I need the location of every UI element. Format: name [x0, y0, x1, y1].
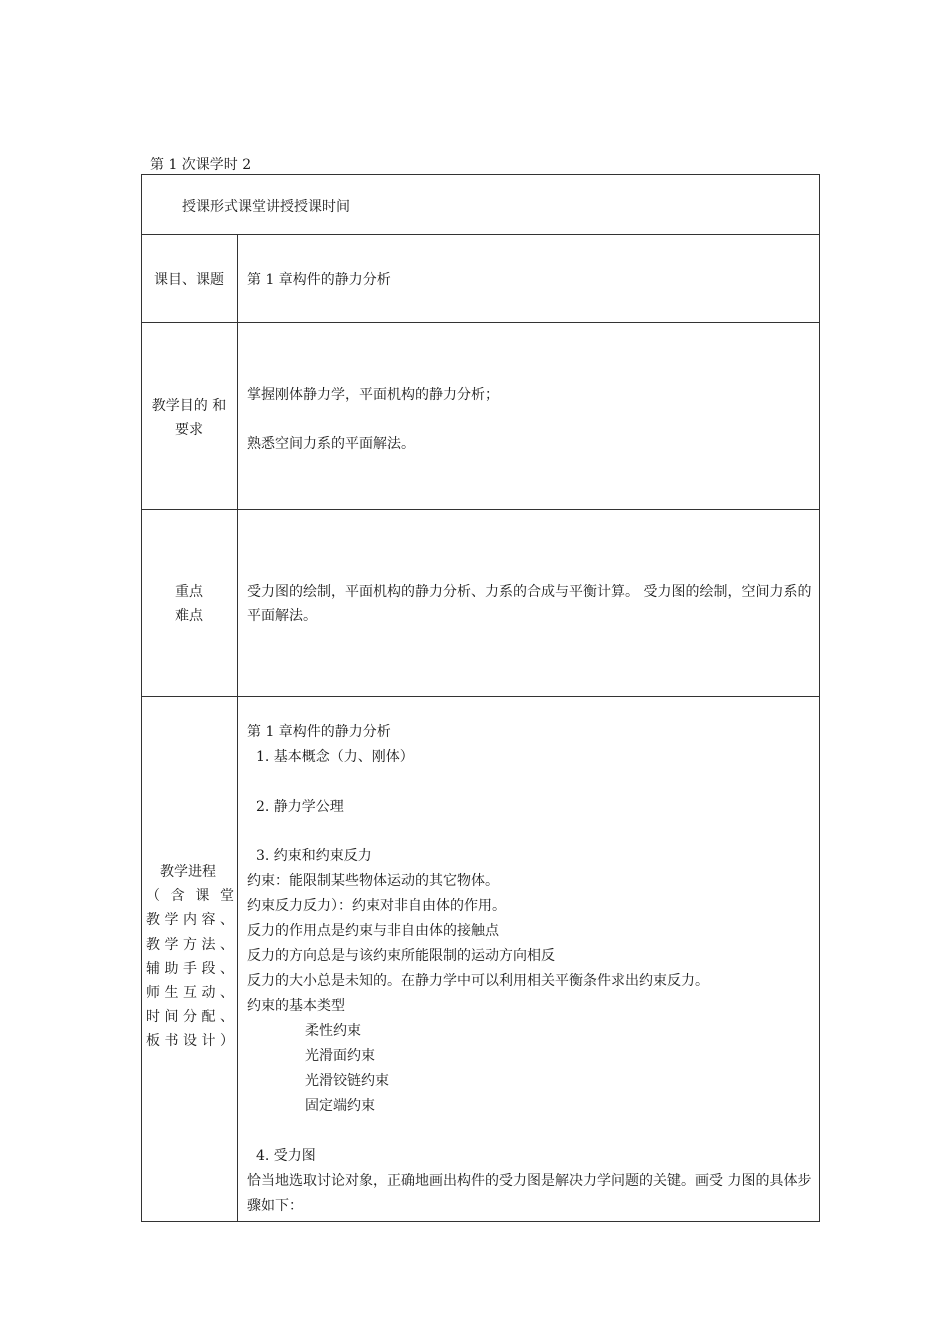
column-divider: [237, 235, 238, 1222]
session-info: 第 1 次课学时 2: [150, 157, 252, 173]
closing-paragraph: 恰当地选取讨论对象，正确地画出构件的受力图是解决力学问题的关键。画受 力图的具体步骤如下：: [247, 1172, 812, 1214]
row-divider: [141, 509, 820, 510]
process-title: 第 1 章构件的静力分析: [247, 724, 391, 740]
process-label-line: 师生互动、: [146, 985, 234, 1002]
constraint-type-item: 光滑铰链约束: [305, 1073, 389, 1089]
objectives-label: [141, 394, 237, 442]
section-heading: 3. 约束和约束反力: [256, 848, 372, 864]
subject-label: 课目、课题: [154, 272, 224, 288]
process-label-line: 教学方法、: [146, 936, 234, 953]
process-label-line: 时间分配、: [146, 1009, 234, 1026]
objective-item: 掌握刚体静力学，平面机构的静力分析；: [247, 387, 499, 403]
objective-item: 熟悉空间力系的平面解法。: [247, 435, 415, 452]
body-line: 反力的方向总是与该约束所能限制的运动方向相反: [247, 948, 555, 964]
objectives-list: [247, 383, 813, 456]
body-line: 约束：能限制某些物体运动的其它物体。: [247, 873, 499, 889]
process-label-line: 教学进程: [160, 864, 216, 880]
key-points-label-line1: 重点: [175, 584, 203, 600]
process-content: [247, 720, 813, 1219]
constraint-type-item: 光滑面约束: [305, 1048, 375, 1064]
key-points-label-line2: 难点: [175, 608, 203, 624]
process-label-line: 辅助手段、: [146, 960, 234, 977]
body-line: 约束的基本类型: [247, 998, 345, 1014]
row-divider: [141, 234, 820, 235]
process-label-line: （ 含 课 堂: [146, 888, 234, 905]
constraint-type-item: 柔性约束: [305, 1023, 361, 1039]
process-label: [146, 860, 234, 1054]
process-label-line: 教学内容、: [146, 912, 234, 929]
section-heading: 1. 基本概念（力、刚体）: [256, 749, 414, 765]
row-divider: [141, 322, 820, 323]
process-label-line: 板书设计）: [146, 1033, 234, 1050]
row-divider: [141, 696, 820, 697]
objectives-label-line2: 要求: [175, 422, 203, 438]
body-line: 约束反力反力）：约束对非自由体的作用。: [247, 898, 506, 914]
objectives-label-line1: 教学目的 和: [151, 398, 227, 414]
body-line: 反力的大小总是未知的。在静力学中可以利用相关平衡条件求出约束反力。: [247, 973, 709, 989]
key-points-text: 受力图的绘制，平面机构的静力分析、力系的合成与平衡计算。 受力图的绘制，空间力系的平面解法。: [247, 584, 812, 624]
subject-value: 第 1 章构件的静力分析: [247, 272, 391, 288]
constraint-type-item: 固定端约束: [305, 1098, 375, 1114]
body-line: 反力的作用点是约束与非自由体的接触点: [247, 923, 499, 939]
key-points-label: [141, 580, 237, 628]
teaching-form-row: 授课形式课堂讲授授课时间: [182, 199, 350, 215]
section-heading: 2. 静力学公理: [256, 798, 344, 815]
section-heading: 4. 受力图: [256, 1147, 316, 1164]
